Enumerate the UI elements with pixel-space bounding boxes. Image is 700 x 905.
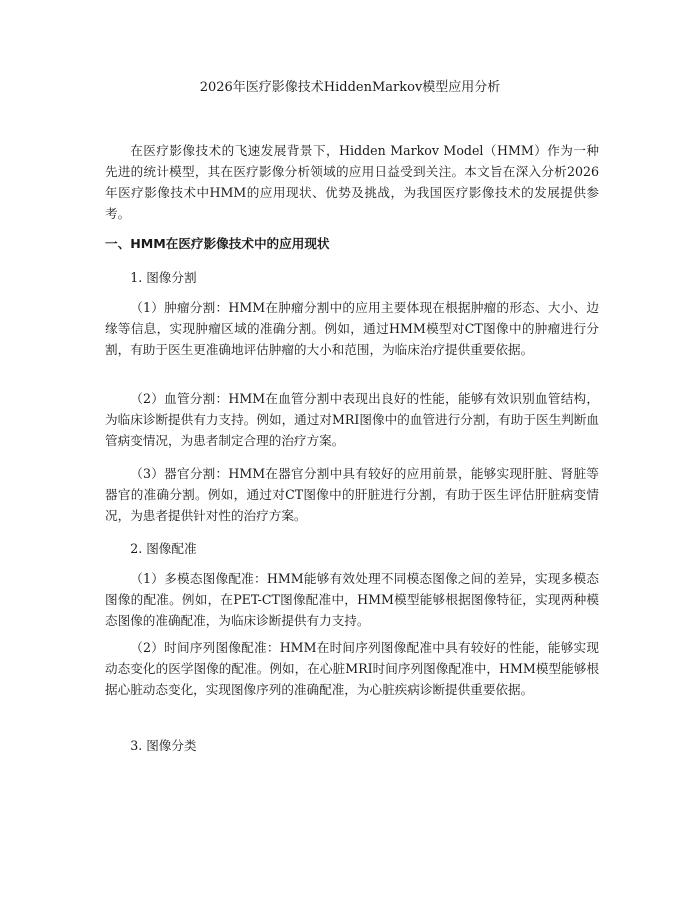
paragraph-multimodal-registration: （1）多模态图像配准：HMM能够有效处理不同模态图像之间的差异，实现多模态图像的配准。例如，在PET-CT图像配准中，HMM模型能够根据图像特征，实现两种模态图像的准确配准，为临床诊断提供有力支持。 (105, 571, 599, 628)
subsection-heading-image-segmentation: 1. 图像分割 (130, 270, 197, 285)
intro-paragraph: 在医疗影像技术的飞速发展背景下，Hidden Markov Model（HMM）作为一种先进的统计模型，其在医疗影像分析领域的应用日益受到关注。本文旨在深入分析2026年医疗影像技术中HMM的应用现状、优势及挑战，为我国医疗影像技术的发展提供参考。 (105, 143, 599, 221)
subsection-heading-image-classification: 3. 图像分类 (130, 738, 197, 753)
subsection-heading-image-registration: 2. 图像配准 (130, 541, 197, 556)
paragraph-tumor-segmentation: （1）肿瘤分割：HMM在肿瘤分割中的应用主要体现在根据肿瘤的形态、大小、边缘等信息，实现肿瘤区域的准确分割。例如，通过HMM模型对CT图像中的肿瘤进行分割，有助于医生更准确地评估肿瘤的大小和范围，为临床治疗提供重要依据。 (105, 300, 599, 357)
paragraph-vessel-segmentation: （2）血管分割：HMM在血管分割中表现出良好的性能，能够有效识别血管结构，为临床诊断提供有力支持。例如，通过对MRI图像中的血管进行分割，有助于医生判断血管病变情况，为患者制定合理的治疗方案。 (105, 391, 599, 448)
document-title: 2026年医疗影像技术HiddenMarkov模型应用分析 (199, 80, 501, 95)
section-heading-1: 一、HMM在医疗影像技术中的应用现状 (105, 236, 330, 251)
paragraph-organ-segmentation: （3）器官分割：HMM在器官分割中具有较好的应用前景，能够实现肝脏、肾脏等器官的准确分割。例如，通过对CT图像中的肝脏进行分割，有助于医生评估肝脏病变情况，为患者提供针对性的治疗方案。 (105, 466, 599, 523)
paragraph-timeseries-registration: （2）时间序列图像配准：HMM在时间序列图像配准中具有较好的性能，能够实现动态变化的医学图像的配准。例如，在心脏MRI时间序列图像配准中，HMM模型能够根据心脏动态变化，实现图像序列的准确配准，为心脏疾病诊断提供重要依据。 (105, 640, 599, 697)
